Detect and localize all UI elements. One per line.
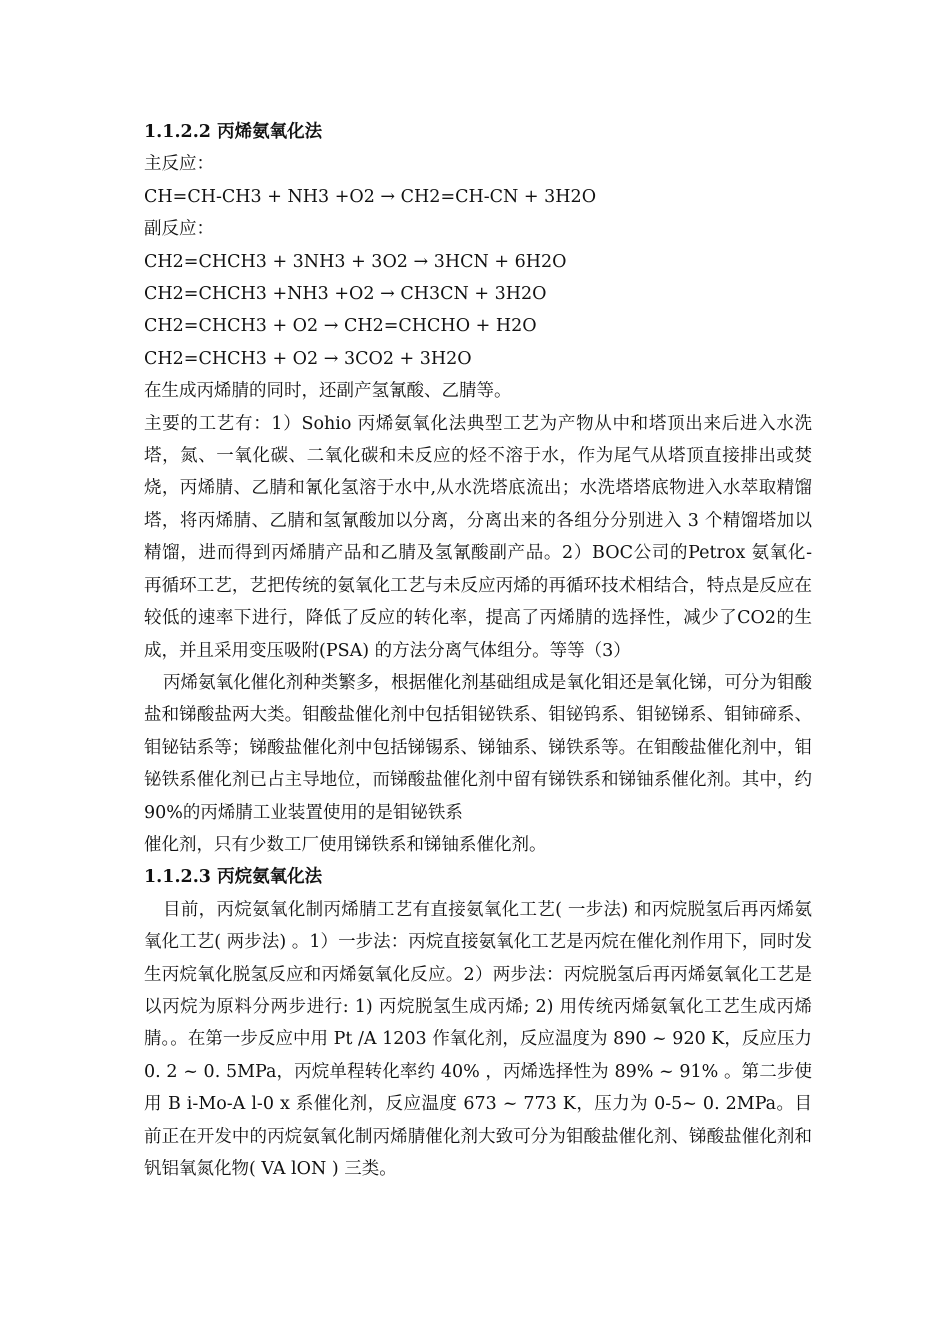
- byproducts-sentence: 在生成丙烯腈的同时，还副产氢氰酸、乙腈等。: [144, 381, 512, 402]
- document-body: [144, 116, 812, 1185]
- main-reaction-equation: CH=CH-CH3 + NH3 +O2 → CH2=CH-CN + 3H2O: [144, 186, 597, 207]
- side-reaction-equation: CH2=CHCH3 + O2 → CH2=CHCHO + H2O: [144, 316, 537, 337]
- main-reaction-label: 主反应：: [144, 154, 214, 175]
- catalyst-paragraph: 丙烯氨氧化催化剂种类繁多，根据催化剂基础组成是氧化钼还是氧化锑，可分为钼酸盐和锑酸盐两大类。钼酸盐催化剂中包括钼铋铁系、钼铋钨系、钼铋锑系、钼铈碲系、钼铋钴系等；锑酸盐催化剂中包括锑锡系、锑铀系、锑铁系等。在钼酸盐催化剂中，钼铋铁系催化剂已占主导地位，而锑酸盐催化剂中留有锑铁系和锑铀系催化剂。其中，约 90%的丙烯腈工业装置使用的是钼铋铁系: [144, 672, 812, 823]
- process-paragraph: 主要的工艺有：1）Sohio 丙烯氨氧化法典型工艺为产物从中和塔顶出来后进入水洗塔，氮、一氧化碳、二氧化碳和未反应的烃不溶于水，作为尾气从塔顶直接排出或焚烧，丙烯腈、乙腈和氰化氢溶于水中,从水洗塔底流出；水洗塔塔底物进入水萃取精馏塔，将丙烯腈、乙腈和氢氰酸加以分离，分离出来的各组分分别进入 3 个精馏塔加以精馏，进而得到丙烯腈产品和乙腈及氢氰酸副产品。2）BOC公司的Petrox 氨氧化- 再循环工艺，艺把传统的氨氧化工艺与未反应丙烯的再循环技术相结合，特点是反应在较低的速率下进行，降低了反应的转化率，提高了丙烯腈的选择性，减少了CO2的生成，并且采用变压吸附(PSA) 的方法分离气体组分。等等（3）: [144, 413, 812, 661]
- side-reaction-equation: CH2=CHCH3 +NH3 +O2 → CH3CN + 3H2O: [144, 284, 547, 305]
- section-heading-1-1-2-3: 1.1.2.3 丙烷氨氧化法: [144, 867, 323, 888]
- side-reaction-equation: CH2=CHCH3 + O2 → 3CO2 + 3H2O: [144, 348, 472, 369]
- side-reaction-label: 副反应：: [144, 219, 214, 240]
- side-reaction-equation: CH2=CHCH3 + 3NH3 + 3O2 → 3HCN + 6H2O: [144, 251, 567, 272]
- propane-ammoxidation-paragraph: 目前，丙烷氨氧化制丙烯腈工艺有直接氨氧化工艺( 一步法) 和丙烷脱氢后再丙烯氨氧化工艺( 两步法) 。1）一步法：丙烷直接氨氧化工艺是丙烷在催化剂作用下，同时发生丙烷氧化脱氢反应和丙烯氨氧化反应。2）两步法：丙烷脱氢后再丙烯氨氧化工艺是以丙烷为原料分两步进行: 1) 丙烷脱氢生成丙烯; 2) 用传统丙烯氨氧化工艺生成丙烯腈。。在第一步反应中用 Pt /A 1203 作氧化剂，反应温度为 890 ~ 920 K，反应压力 0. 2 ~ 0. 5MPa，丙烷单程转化率约 40% ，丙烯选择性为 89% ~ 91% 。第二步使用 B i-Mo-A l-0 x 系催化剂，反应温度 673 ~ 773 K，压力为 0-5~ 0. 2MPa。目前正在开发中的丙烷氨氧化制丙烯腈催化剂大致可分为钼酸盐催化剂、锑酸盐催化剂和钒铝氧氮化物( VA lON ) 三类。: [144, 899, 812, 1179]
- section-heading-1-1-2-2: 1.1.2.2 丙烯氨氧化法: [144, 122, 323, 142]
- catalyst-paragraph-end: 催化剂，只有少数工厂使用锑铁系和锑铀系催化剂。: [144, 834, 547, 855]
